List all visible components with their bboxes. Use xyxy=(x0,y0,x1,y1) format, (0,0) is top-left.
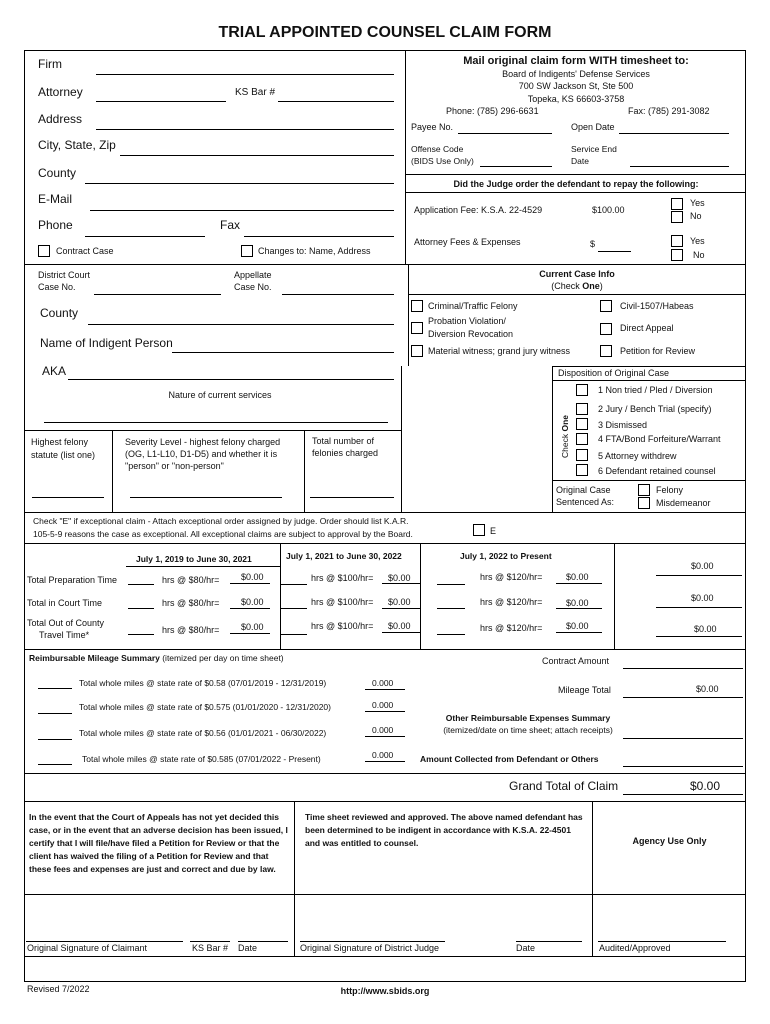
miles-4-amount-rule xyxy=(365,761,405,762)
travel-amt-100-rule xyxy=(382,632,420,633)
amount-collected-input[interactable] xyxy=(623,766,743,767)
disposition-4-checkbox[interactable] xyxy=(576,433,588,445)
miles-4-input[interactable] xyxy=(38,764,72,765)
travel-total-rule xyxy=(656,636,742,637)
phone-input[interactable] xyxy=(85,236,205,237)
prep-amt-120: $0.00 xyxy=(566,572,589,582)
address-input[interactable] xyxy=(96,129,394,130)
aka-input[interactable] xyxy=(68,379,394,380)
court-amt-120-rule xyxy=(556,608,602,609)
court-rate-100: hrs @ $100/hr= xyxy=(311,597,374,607)
certification-text: In the event that the Court of Appeals has not yet decided this case, or in the event that an adverse decision has been issued, I certify that I will file/have filed a Petition for Review or that the client has waived the filing of a Petition for Review and that these fees and expenses are just and correct and due by law. xyxy=(29,812,288,874)
fax-input[interactable] xyxy=(244,236,394,237)
criminal-felony-checkbox[interactable] xyxy=(411,300,423,312)
travel-rate-80: hrs @ $80/hr= xyxy=(162,625,220,635)
disposition-top-rule xyxy=(552,366,746,367)
travel-amt-80: $0.00 xyxy=(241,622,264,632)
probation-label-1: Probation Violation/ xyxy=(428,316,506,326)
appellate-label-2: Case No. xyxy=(234,282,272,292)
attorney-fees-label: Attorney Fees & Expenses xyxy=(414,237,521,247)
revised-label: Revised 7/2022 xyxy=(27,984,90,994)
court-total: $0.00 xyxy=(691,593,714,603)
application-fee-amount: $100.00 xyxy=(592,205,625,215)
miles-2-amount-rule xyxy=(365,711,405,712)
mail-phone: Phone: (785) 296-6631 xyxy=(446,106,539,116)
atty-fees-no-checkbox[interactable] xyxy=(671,249,683,261)
nature-label: Nature of current services xyxy=(168,390,272,400)
court-hrs-100-input[interactable] xyxy=(281,608,307,609)
contract-amount-label: Contract Amount xyxy=(542,656,610,666)
prep-hrs-100-input[interactable] xyxy=(281,584,307,585)
court-hrs-80-input[interactable] xyxy=(128,608,154,609)
nature-input[interactable] xyxy=(44,422,388,423)
judge-date-label: Date xyxy=(516,943,536,953)
mileage-total-label: Mileage Total xyxy=(558,685,611,695)
miles-3-amount: 0.000 xyxy=(372,725,394,735)
court-amt-80: $0.00 xyxy=(241,597,264,607)
disposition-1-label: 1 Non tried / Pled / Diversion xyxy=(598,385,713,395)
open-date-input[interactable] xyxy=(619,133,729,134)
highest-felony-input[interactable] xyxy=(32,497,104,498)
miles-3-input[interactable] xyxy=(38,739,72,740)
original-case-label-2: Sentenced As: xyxy=(556,497,615,507)
felony-divider-2 xyxy=(304,430,305,512)
severity-label-2: (OG, L1-L10, D1-D5) and whether it is xyxy=(125,449,278,459)
sig-divider-2 xyxy=(592,801,593,956)
middle-top-rule xyxy=(24,264,746,265)
payee-label: Payee No. xyxy=(411,122,454,132)
exceptional-e-label: E xyxy=(490,526,497,536)
county2-input[interactable] xyxy=(88,324,394,325)
county-label: County xyxy=(38,166,77,180)
prep-rate-80: hrs @ $80/hr= xyxy=(162,575,220,585)
ks-bar-input[interactable] xyxy=(278,101,394,102)
total-felonies-label-2: felonies charged xyxy=(312,448,379,458)
miles-4-label: Total whole miles @ state rate of $0.585 (07/01/2022 - Present) xyxy=(82,754,321,764)
disposition-6-label: 6 Defendant retained counsel xyxy=(598,466,716,476)
highest-felony-label-2: statute (list one) xyxy=(31,450,96,460)
felony-divider-1 xyxy=(112,430,113,512)
service-end-input[interactable] xyxy=(630,166,729,167)
court-amt-120: $0.00 xyxy=(566,598,589,608)
prep-amt-120-rule xyxy=(556,583,602,584)
audited-input[interactable] xyxy=(598,941,726,942)
current-case-heading: Current Case Info xyxy=(539,269,615,279)
atty-fees-yes-checkbox[interactable] xyxy=(671,235,683,247)
disposition-3-label: 3 Dismissed xyxy=(598,420,648,430)
exceptional-top-rule xyxy=(24,512,746,513)
amount-collected-label: Amount Collected from Defendant or Others xyxy=(420,754,599,764)
claimant-signature-input[interactable] xyxy=(26,941,183,942)
felony-label: Felony xyxy=(656,485,684,495)
court-total-rule xyxy=(656,607,742,608)
miles-4-amount: 0.000 xyxy=(372,750,394,760)
other-expenses-sub: (itemized/date on time sheet; attach receipts) xyxy=(443,725,613,735)
mail-line2: 700 SW Jackson St, Ste 500 xyxy=(518,81,634,91)
prep-total: $0.00 xyxy=(691,561,714,571)
severity-label-1: Severity Level - highest felony charged xyxy=(125,437,281,447)
attorney-label: Attorney xyxy=(38,85,83,99)
claimant-date-input[interactable] xyxy=(238,941,288,942)
mileage-total-value: $0.00 xyxy=(696,684,719,694)
exceptional-line2: 105-5-9 reasons the case as exceptional. All exceptional claims are subject to approval by the Board. xyxy=(33,529,413,539)
judge-signature-input[interactable] xyxy=(300,941,445,942)
miles-1-amount: 0.000 xyxy=(372,678,394,688)
felony-top-rule xyxy=(24,430,401,431)
judge-signature-label: Original Signature of District Judge xyxy=(300,943,440,953)
travel-rate-100: hrs @ $100/hr= xyxy=(311,621,374,631)
mileage-heading: Reimbursable Mileage Summary (itemized per day on time sheet) xyxy=(29,653,284,663)
petition-review-label: Petition for Review xyxy=(620,346,696,356)
grand-total-label: Grand Total of Claim xyxy=(509,779,619,793)
atty-fees-yes-label: Yes xyxy=(690,236,705,246)
appellate-label-1: Appellate xyxy=(234,270,272,280)
email-label: E-Mail xyxy=(38,192,73,206)
total-felonies-input[interactable] xyxy=(310,497,394,498)
city-input[interactable] xyxy=(120,155,394,156)
probation-label-2: Diversion Revocation xyxy=(428,329,514,339)
app-fee-no-checkbox[interactable] xyxy=(671,211,683,223)
current-case-rule xyxy=(408,294,746,295)
travel-time-label-2: Travel Time* xyxy=(39,630,90,640)
miles-1-amount-rule xyxy=(365,689,405,690)
severity-input[interactable] xyxy=(130,497,282,498)
court-hrs-120-input[interactable] xyxy=(437,608,465,609)
total-felonies-label-1: Total number of xyxy=(312,436,375,446)
travel-time-label-1: Total Out of County xyxy=(27,618,105,628)
changes-label: Changes to: Name, Address xyxy=(258,246,371,256)
court-rate-80: hrs @ $80/hr= xyxy=(162,598,220,608)
time-divider-3 xyxy=(614,543,615,649)
misdemeanor-checkbox[interactable] xyxy=(638,497,650,509)
miles-2-label: Total whole miles @ state rate of $0.575 (01/01/2020 - 12/31/2020) xyxy=(79,702,331,712)
disposition-2-checkbox[interactable] xyxy=(576,403,588,415)
claimant-ksbar-input[interactable] xyxy=(190,941,230,942)
contract-case-label: Contract Case xyxy=(56,246,114,256)
contract-case-checkbox[interactable] xyxy=(38,245,50,257)
grand-total-bottom-rule xyxy=(24,801,746,802)
prep-amt-80-rule xyxy=(230,583,270,584)
fax-label: Fax xyxy=(220,218,241,232)
mileage-total-rule xyxy=(623,697,743,698)
period2-heading: July 1, 2021 to June 30, 2022 xyxy=(286,551,402,561)
prep-total-rule xyxy=(656,575,742,576)
attorney-fees-input[interactable] xyxy=(598,251,631,252)
contract-amount-input[interactable] xyxy=(623,668,743,669)
claimant-ksbar-label: KS Bar # xyxy=(192,943,229,953)
travel-amt-80-rule xyxy=(230,633,270,634)
disposition-5-checkbox[interactable] xyxy=(576,449,588,461)
prep-rate-100: hrs @ $100/hr= xyxy=(311,573,374,583)
claimant-signature-label: Original Signature of Claimant xyxy=(27,943,148,953)
firm-label: Firm xyxy=(38,57,62,71)
travel-hrs-120-input[interactable] xyxy=(437,634,465,635)
disposition-heading: Disposition of Original Case xyxy=(558,368,670,378)
middle-divider-lower xyxy=(552,366,553,512)
district-case-input[interactable] xyxy=(94,294,221,295)
check-one-vertical: Check One xyxy=(560,415,570,458)
travel-amt-100: $0.00 xyxy=(388,621,411,631)
mail-fax: Fax: (785) 291-3082 xyxy=(628,106,710,116)
current-case-sub: (Check One) xyxy=(551,281,603,291)
judge-date-input[interactable] xyxy=(516,941,582,942)
prep-hrs-120-input[interactable] xyxy=(437,584,465,585)
other-expenses-input[interactable] xyxy=(623,738,743,739)
prep-rate-120: hrs @ $120/hr= xyxy=(480,572,543,582)
original-case-label-1: Original Case xyxy=(556,485,611,495)
prep-amt-80: $0.00 xyxy=(241,572,264,582)
judge-question: Did the Judge order the defendant to repay the following: xyxy=(453,179,699,189)
court-rate-120: hrs @ $120/hr= xyxy=(480,597,543,607)
miles-1-label: Total whole miles @ state rate of $0.58 (07/01/2019 - 12/31/2019) xyxy=(79,678,327,688)
disposition-4-label: 4 FTA/Bond Forfeiture/Warrant xyxy=(598,434,721,444)
changes-checkbox[interactable] xyxy=(241,245,253,257)
offense-label-1: Offense Code xyxy=(411,144,464,154)
travel-hrs-100-input[interactable] xyxy=(281,634,307,635)
exceptional-line1: Check "E" if exceptional claim - Attach exceptional order assigned by judge. Order should list K.A.R. xyxy=(33,516,409,526)
court-amt-100: $0.00 xyxy=(388,597,411,607)
city-label: City, State, Zip xyxy=(38,138,116,152)
ks-bar-label: KS Bar # xyxy=(235,87,276,98)
petition-review-checkbox[interactable] xyxy=(600,345,612,357)
disposition-6-checkbox[interactable] xyxy=(576,464,588,476)
indigent-label: Name of Indigent Person xyxy=(40,336,173,350)
period1-rule xyxy=(126,566,280,567)
exceptional-bottom-rule xyxy=(24,543,746,544)
judge-bottom-rule xyxy=(405,192,746,193)
footer-rule xyxy=(24,956,746,957)
middle-divider-upper xyxy=(408,264,409,366)
county-input[interactable] xyxy=(85,183,394,184)
signature-area-rule xyxy=(24,894,746,895)
court-amt-100-rule xyxy=(382,608,420,609)
aka-label: AKA xyxy=(42,364,67,378)
criminal-felony-label: Criminal/Traffic Felony xyxy=(428,301,518,311)
severity-label-3: "person" or "non-person" xyxy=(125,461,224,471)
review-text: Time sheet reviewed and approved. The above named defendant has been determined to be indigent in accordance with K.S.A. 22-4501 and was entitled to counsel. xyxy=(305,812,583,848)
app-fee-no-label: No xyxy=(690,211,702,221)
district-case-label-2: Case No. xyxy=(38,282,76,292)
service-end-label-2: Date xyxy=(571,156,589,166)
civil-habeas-checkbox[interactable] xyxy=(600,300,612,312)
sig-divider-1 xyxy=(294,801,295,956)
disposition-2-label: 2 Jury / Bench Trial (specify) xyxy=(598,404,712,414)
miles-3-amount-rule xyxy=(365,736,405,737)
app-fee-yes-checkbox[interactable] xyxy=(671,198,683,210)
website-link[interactable]: http://www.sbids.org xyxy=(340,986,430,996)
felony-checkbox[interactable] xyxy=(638,484,650,496)
disposition-3-checkbox[interactable] xyxy=(576,418,588,430)
travel-amt-120-rule xyxy=(556,632,602,633)
civil-habeas-label: Civil-1507/Habeas xyxy=(620,301,694,311)
audited-label: Audited/Approved xyxy=(599,943,671,953)
indigent-input[interactable] xyxy=(172,352,394,353)
direct-appeal-checkbox[interactable] xyxy=(600,323,612,335)
app-fee-yes-label: Yes xyxy=(690,198,705,208)
open-date-label: Open Date xyxy=(571,122,615,132)
agency-use-label: Agency Use Only xyxy=(632,836,707,846)
miles-2-amount: 0.000 xyxy=(372,700,394,710)
service-end-label-1: Service End xyxy=(571,144,617,154)
mail-line1: Board of Indigents' Defense Services xyxy=(502,69,650,79)
miles-3-label: Total whole miles @ state rate of $0.56 (01/01/2021 - 06/30/2022) xyxy=(79,728,327,738)
mail-heading: Mail original claim form WITH timesheet to: xyxy=(463,55,689,67)
district-case-label-1: District Court xyxy=(38,270,91,280)
prep-hrs-80-input[interactable] xyxy=(128,584,154,585)
grand-total-top-rule xyxy=(24,773,746,774)
disposition-rule xyxy=(552,380,746,381)
time-divider-2 xyxy=(420,543,421,649)
judge-top-rule xyxy=(405,174,746,175)
payee-input[interactable] xyxy=(458,133,552,134)
mileage-top-rule xyxy=(24,649,746,650)
county2-label: County xyxy=(40,306,79,320)
offense-label-2: (BIDS Use Only) xyxy=(411,156,474,166)
travel-amt-120: $0.00 xyxy=(566,621,589,631)
prep-amt-100: $0.00 xyxy=(388,573,411,583)
travel-rate-120: hrs @ $120/hr= xyxy=(480,623,543,633)
form-title: TRIAL APPOINTED COUNSEL CLAIM FORM xyxy=(218,24,552,41)
exceptional-checkbox[interactable] xyxy=(473,524,485,536)
miles-2-input[interactable] xyxy=(38,713,72,714)
direct-appeal-label: Direct Appeal xyxy=(620,323,674,333)
phone-label: Phone xyxy=(38,218,73,232)
email-input[interactable] xyxy=(90,210,394,211)
application-fee-label: Application Fee: K.S.A. 22-4529 xyxy=(414,205,543,215)
address-label: Address xyxy=(38,112,83,126)
attorney-fees-dollar: $ xyxy=(590,239,596,249)
period3-heading: July 1, 2022 to Present xyxy=(460,551,552,561)
court-amt-80-rule xyxy=(230,608,270,609)
probation-checkbox[interactable] xyxy=(411,322,423,334)
other-expenses-heading: Other Reimbursable Expenses Summary xyxy=(445,713,611,723)
period1-heading: July 1, 2019 to June 30, 2021 xyxy=(136,554,252,564)
mail-line3: Topeka, KS 66603-3758 xyxy=(527,94,625,104)
grand-total-rule xyxy=(623,794,743,795)
travel-hrs-80-input[interactable] xyxy=(128,634,154,635)
travel-total: $0.00 xyxy=(694,624,717,634)
claimant-date-label: Date xyxy=(238,943,258,953)
highest-felony-label-1: Highest felony xyxy=(31,437,89,447)
material-witness-checkbox[interactable] xyxy=(411,345,423,357)
felony-divider-3 xyxy=(401,366,402,512)
atty-fees-no-label: No xyxy=(693,250,705,260)
misdemeanor-label: Misdemeanor xyxy=(656,498,711,508)
sentenced-rule xyxy=(552,480,746,481)
miles-1-input[interactable] xyxy=(38,688,72,689)
prep-amt-100-rule xyxy=(382,583,420,584)
attorney-input[interactable] xyxy=(96,101,226,102)
offense-input[interactable] xyxy=(480,166,552,167)
disposition-1-checkbox[interactable] xyxy=(576,384,588,396)
appellate-input[interactable] xyxy=(282,294,394,295)
grand-total-value: $0.00 xyxy=(690,779,721,793)
material-witness-label: Material witness; grand jury witness xyxy=(428,346,571,356)
firm-input[interactable] xyxy=(96,74,394,75)
prep-time-label: Total Preparation Time xyxy=(27,575,118,585)
disposition-5-label: 5 Attorney withdrew xyxy=(598,451,677,461)
court-time-label: Total in Court Time xyxy=(27,598,103,608)
